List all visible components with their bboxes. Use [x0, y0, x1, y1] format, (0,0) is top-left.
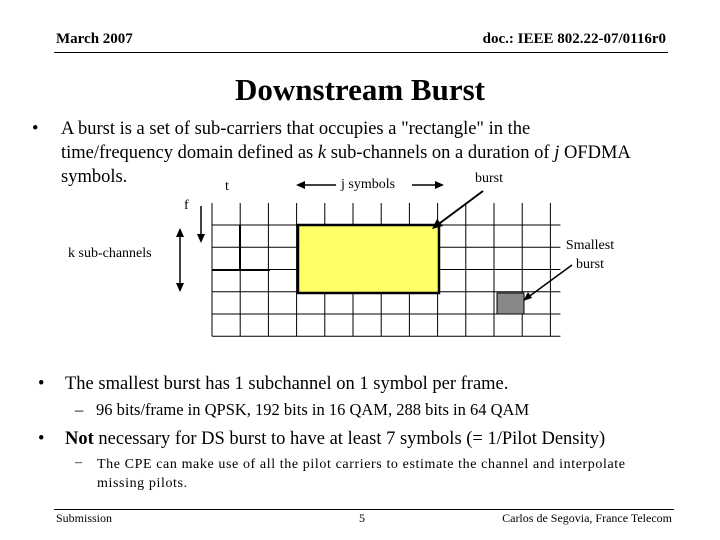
dash-marker-2: – — [75, 400, 84, 419]
bullet-marker-2: • — [38, 374, 45, 394]
k-arrow-head-top — [176, 228, 184, 237]
j-arrow-left-head — [296, 181, 305, 189]
bullet-3-sub: The CPE can make use of all the pilot carriers to estimate the channel and interpolate missing pilots. — [97, 457, 626, 491]
bullet-1-line-2: time/frequency domain defined as k sub-channels on a duration of j OFDMA — [61, 143, 631, 163]
bullet-marker-3: • — [38, 429, 45, 449]
bullet-2: The smallest burst has 1 subchannel on 1 symbol per frame. — [65, 374, 509, 394]
k-arrow-head-bottom — [176, 283, 184, 292]
footer-author: Carlos de Segovia, France Telecom — [502, 511, 672, 525]
burst-label: burst — [475, 171, 503, 186]
header-doc-id: doc.: IEEE 802.22-07/0116r0 — [482, 31, 666, 47]
burst-rectangle — [298, 225, 439, 293]
k-subchannels-label: k sub-channels — [68, 246, 152, 261]
footer-rule — [54, 509, 674, 510]
header-date: March 2007 — [56, 31, 133, 47]
bullet-1-line-1: A burst is a set of sub-carriers that occupies a "rectangle" in the — [61, 119, 531, 139]
j-symbols-label: j symbols — [341, 177, 396, 192]
bullet-marker-1: • — [32, 119, 39, 139]
smallest-burst-label: Smallest burst — [565, 238, 615, 272]
bullet-3: Not necessary for DS burst to have at least 7 symbols (= 1/Pilot Density) — [65, 429, 606, 449]
f-label: f — [184, 198, 189, 213]
bullet-1-line-3: symbols. — [61, 167, 128, 187]
footer-submission: Submission — [56, 511, 113, 525]
slide-title: Downstream Burst — [235, 72, 485, 107]
footer-page-number: 5 — [359, 511, 365, 525]
f-arrow-head — [197, 234, 205, 243]
dash-marker-3: – — [75, 455, 82, 470]
t-label: t — [225, 179, 229, 194]
burst-pointer-arrow — [436, 191, 483, 226]
smallest-burst-cell — [497, 293, 524, 314]
j-arrow-right-head — [435, 181, 444, 189]
bullet-2-sub: 96 bits/frame in QPSK, 192 bits in 16 QAM, 288 bits in 64 QAM — [96, 400, 530, 419]
